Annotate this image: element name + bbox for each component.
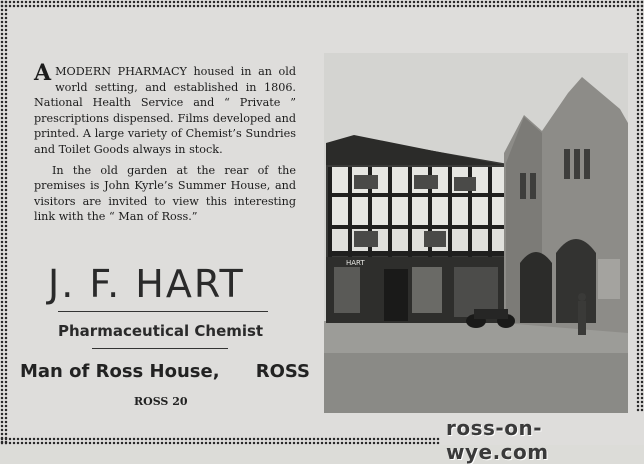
border-left (0, 0, 4, 445)
address-town: ROSS (255, 361, 310, 382)
border-right-inner (640, 0, 644, 412)
business-name: J. F. HART (48, 262, 245, 306)
intro-dropcap: A (34, 60, 52, 86)
border-right (636, 0, 640, 412)
phone-number: ROSS 20 (134, 395, 188, 408)
intro-paragraph-1 (34, 60, 296, 158)
shop-sign: HART (346, 259, 365, 267)
divider-upper (58, 311, 268, 312)
intro-paragraph-2: In the old garden at the rear of the premises is John Kyrle’s Summer House, and visitors are invited to view this interesting link with the “ Man of Ross.” (34, 163, 296, 224)
divider-lower (92, 348, 228, 349)
intro-paragraph-1-text: MODERN PHARMACY housed in an old world setting, and established in 1806. National Health Service and “ Private ” prescriptions dispensed. Films developed and printed. A large variety of Chemist’s Sundries and Toilet Goods always in stock. (34, 65, 296, 156)
border-bottom-inner (0, 441, 440, 445)
address-building: Man of Ross House, (20, 361, 220, 382)
business-subtitle: Pharmaceutical Chemist (58, 322, 264, 340)
address-line (20, 361, 310, 382)
border-bottom (0, 437, 440, 441)
border-top-inner (0, 4, 644, 8)
watermark: ross-on-wye.com (446, 416, 549, 464)
border-top (0, 0, 644, 4)
border-left-inner (4, 0, 8, 445)
photo-illustration (324, 53, 628, 413)
intro-text (34, 60, 296, 230)
building-photo (324, 53, 628, 413)
